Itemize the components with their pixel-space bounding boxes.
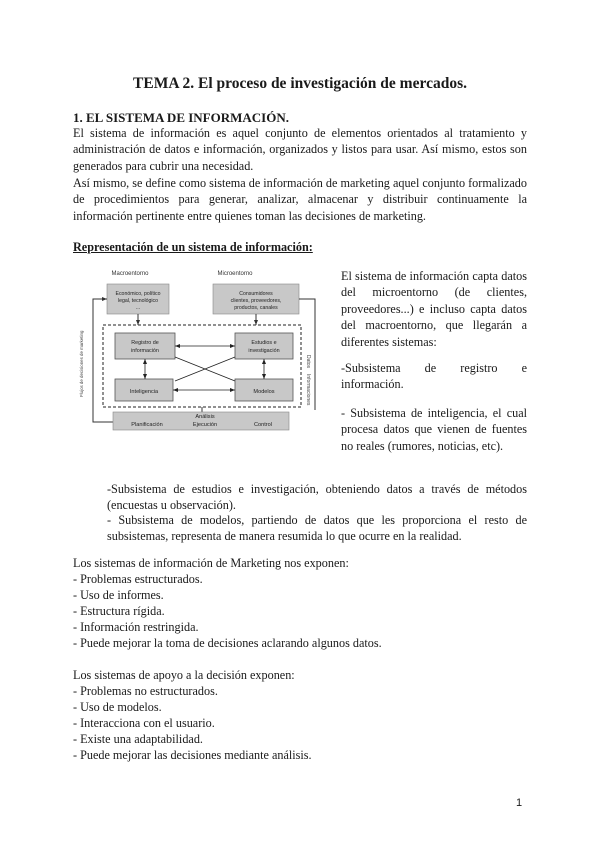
list-item: - Problemas estructurados.	[73, 571, 203, 586]
diagram-registro-line2: información	[131, 348, 159, 354]
diagram-macro-label: Macroentorno	[111, 271, 149, 277]
diagram-estudios-line2: investigación	[248, 348, 280, 354]
diagram-micro-line1: Consumidores	[239, 291, 273, 297]
list-item: - Uso de modelos.	[73, 699, 162, 714]
representation-heading-text: Representación de un sistema de información:	[73, 240, 313, 254]
diagram-inteligencia-label: Inteligencia	[129, 389, 159, 395]
document-title: TEMA 2. El proceso de investigación de mercados.	[133, 75, 467, 92]
diagram-control-label: Control	[253, 422, 273, 428]
right-text-registro: -Subsistema de registro e información.	[341, 361, 527, 392]
marketing-info-systems-list	[73, 556, 382, 651]
diagram-datos-label: Datos	[305, 355, 311, 369]
list-item: - Puede mejorar la toma de decisiones aclarando algunos datos.	[73, 635, 382, 650]
decision-support-systems-list	[73, 668, 312, 763]
diagram-ejecucion-label: Ejecución	[192, 422, 218, 428]
diagram-informaciones-label: Informaciones	[305, 374, 311, 406]
section-heading: 1. EL SISTEMA DE INFORMACIÓN.	[73, 110, 289, 125]
paragraph-marketing-definition: Así mismo, se define como sistema de información de marketing aquel conjunto formalizado de procedimientos para generar, analizar, almacenar y distribuir continuamente la información pertinente entre quienes toman las decisiones de marketing.	[73, 176, 527, 223]
diagram-micro-line3: productos, canales	[234, 305, 278, 311]
list-item: - Puede mejorar las decisiones mediante análisis.	[73, 747, 312, 762]
paragraph-definition: El sistema de información es aquel conjunto de elementos orientados al tratamiento y administración de datos e información, organizados y listos para usar. Así mismo, estos son generados para cubrir una necesidad.	[73, 126, 527, 173]
diagram-registro-line1: Registro de	[131, 340, 159, 346]
diagram-micro-label: Microentorno	[217, 271, 253, 277]
list-item: - Interacciona con el usuario.	[73, 715, 215, 730]
list-intro: Los sistemas de información de Marketing nos exponen:	[73, 556, 349, 570]
diagram-estudios-box	[235, 333, 293, 359]
text-modelos: - Subsistema de modelos, partiendo de datos que les proporciona el resto de subsistemas, representa de manera resumida lo que ocurre en la realidad.	[107, 513, 527, 544]
diagram-macro-line2: legal, tecnológico	[117, 298, 159, 304]
information-system-diagram	[75, 262, 330, 434]
diagram-analisis-label: Análisis	[195, 414, 215, 420]
diagram-modelos-label: Modelos	[253, 389, 275, 395]
page-number: 1	[516, 797, 523, 809]
diagram-macro-line1: Económico, político	[115, 291, 161, 297]
list-item: - Estructura rígida.	[73, 603, 165, 618]
representation-heading	[73, 240, 313, 255]
right-text-microentorno: El sistema de información capta datos del microentorno (de clientes, proveedores...) e incluso capta datos del macroentorno, que llegarán a diferentes sistemas:	[341, 269, 527, 349]
diagram-macro-line3: ...	[135, 305, 141, 311]
diagram-micro-line2: clientes, proveedores,	[230, 298, 282, 304]
text-estudios: -Subsistema de estudios e investigación, obteniendo datos a través de métodos (encuestas u observación).	[107, 482, 527, 513]
diagram-flujos-label: Flujos de decisiones de marketing	[79, 330, 84, 397]
list-item: - Problemas no estructurados.	[73, 683, 218, 698]
list-item: - Uso de informes.	[73, 587, 164, 602]
list-item: - Existe una adaptabilidad.	[73, 731, 203, 746]
diagram-planificacion-label: Planificación	[131, 422, 163, 428]
list-intro: Los sistemas de apoyo a la decisión exponen:	[73, 668, 295, 682]
diagram-registro-box	[115, 333, 175, 359]
list-item: - Información restringida.	[73, 619, 199, 634]
diagram-estudios-line1: Estudios e	[251, 340, 277, 346]
right-text-inteligencia: - Subsistema de inteligencia, el cual procesa datos que vienen de fuentes no reales (rumores, noticias, etc).	[341, 406, 527, 453]
